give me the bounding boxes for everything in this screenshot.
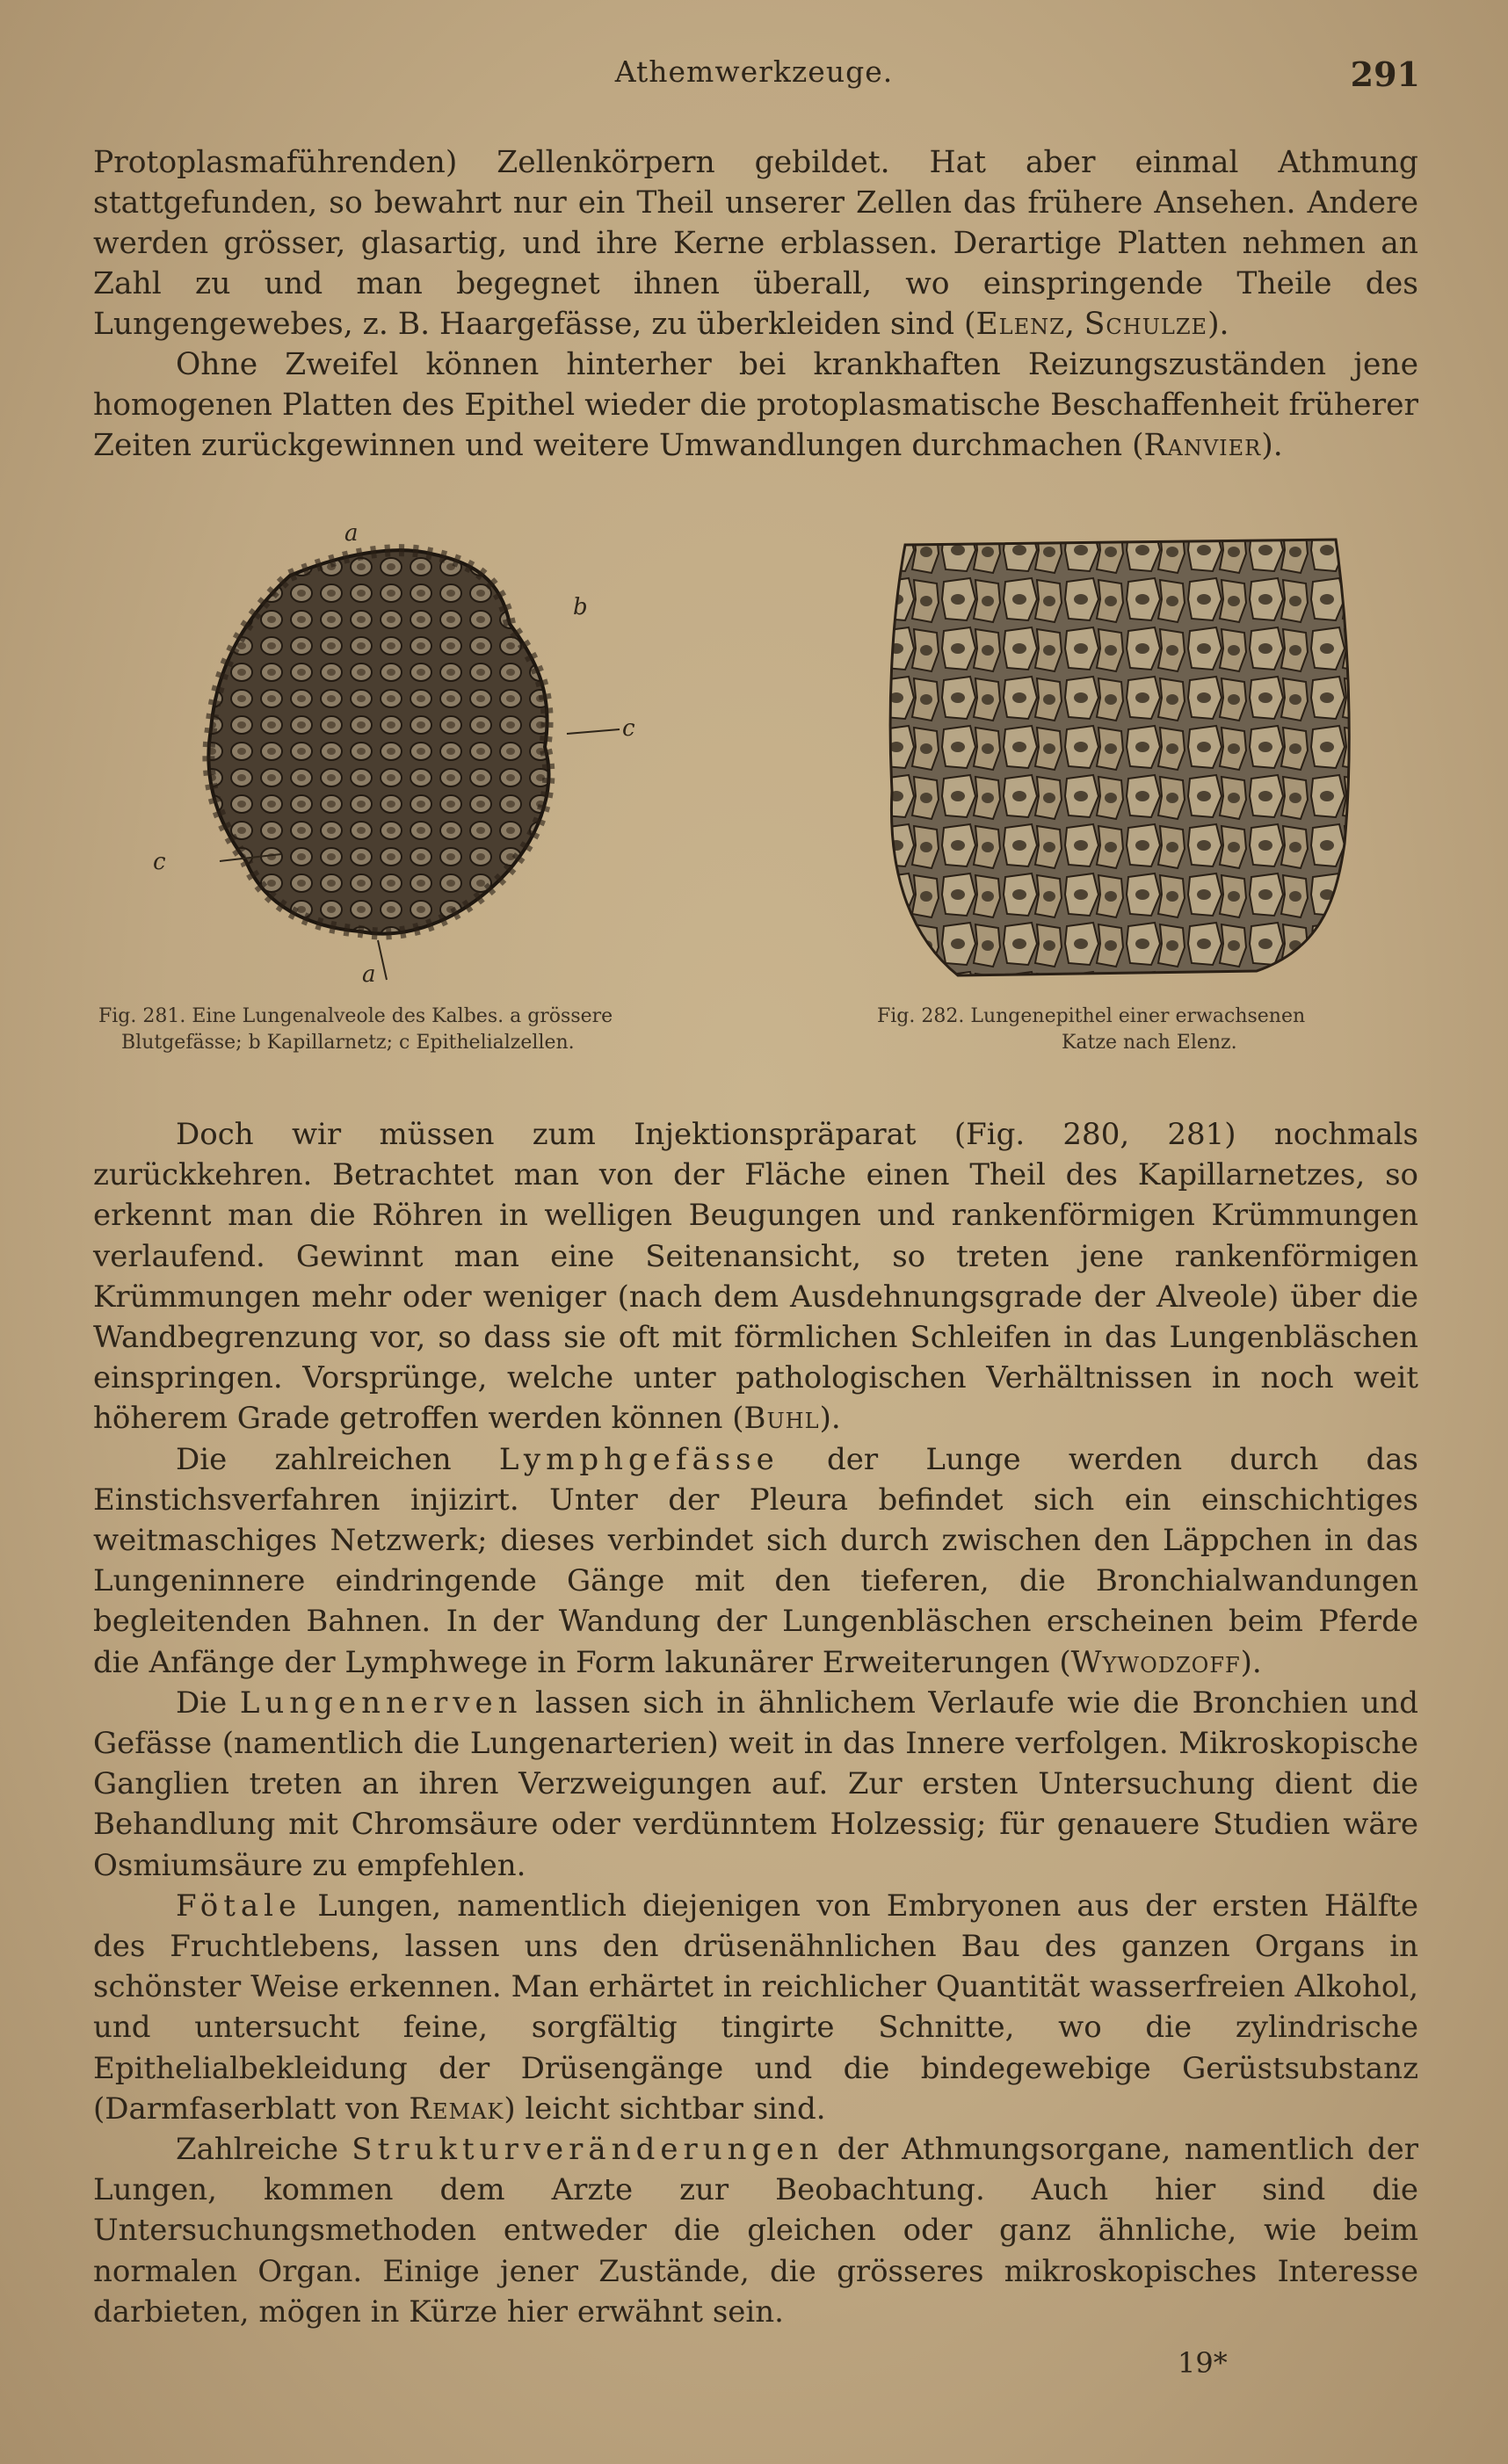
author-name: Ranvier xyxy=(1143,428,1262,463)
paragraph: Die Lungennerven lassen sich in ähnlichem Verlaufe wie die Bronchien und Gefässe (namentlich die Lungenarterien) weit in das Innere verfolgen. Mikroskopische Ganglien treten an ihren Verzweigungen auf. Zur ersten Untersuchung dient die Behandlung mit Chromsäure oder verdünntem Holzessig; für genauere Studien wäre Osmiumsäure zu empfehlen. xyxy=(93,1685,1419,1883)
signature-mark: 19* xyxy=(1178,2346,1228,2380)
paragraph: Die zahlreichen Lymphgefässe der Lunge werden durch das Einstichsverfahren injizirt. Unter der Pleura befindet sich ein einschichtiges weitmaschiges Netzwerk; dieses verbindet sich durch zwischen den Läppchen in das Lungeninnere eindringende Gänge mit den tieferen, die Bronchialwandungen begleitenden Bahnen. In der Wandung der Lungenbläschen erscheinen beim Pferde die Anfänge der Lymphwege in Form lakunärer Erweiterungen (Wywodzoff). xyxy=(93,1441,1418,1680)
text-block-bottom xyxy=(93,1114,1418,2332)
label-a-top: a xyxy=(344,520,359,547)
label-b: b xyxy=(573,594,588,620)
figure-282-caption: Fig. 282. Lungenepithel einer erwachsenen Katze nach Elenz. xyxy=(877,1005,1306,1054)
author-name: Buhl xyxy=(743,1401,820,1437)
text-block-top xyxy=(93,142,1418,466)
epithelium-illustration xyxy=(879,527,1362,984)
figure-281-caption: Fig. 281. Eine Lungenalveole des Kalbes. a grössere Blutgefässe; b Kapillarnetz; c Epithelialzellen. xyxy=(98,1005,613,1054)
spaced-term: Lymphgefässe xyxy=(498,1441,779,1477)
paragraph: Fötale Lungen, namentlich diejenigen von Embryonen aus der ersten Hälfte des Fruchtlebens, lassen uns den drüsenähnlichen Bau des ganzen Organs in schönster Weise erkennen. Man erhärtet in reichlicher Quantität wasserfreien Alkohol, und untersucht feine, sorgfältig tingirte Schnitte, wo die zylindrische Epithelialbekleidung der Drüsengänge und die bindegewebige Gerüstsubstanz (Darmfaserblatt von Remak) leicht sichtbar sind. xyxy=(93,1888,1418,2127)
label-a-bottom: a xyxy=(362,961,376,988)
figure-282 xyxy=(879,527,1362,984)
author-name: Elenz xyxy=(975,307,1065,342)
paragraph: Protoplasmaführenden) Zellenkörpern gebildet. Hat aber einmal Athmung stattgefunden, so bewahrt nur ein Theil unserer Zellen das frühere Ansehen. Andere werden grösser, glasartig, und ihre Kerne erblassen. Derartige Platten nehmen an Zahl zu und man begegnet ihnen überall, wo einspringende Theile des Lungengewebes, z. B. Haargefässe, zu überkleiden sind (Elenz, Schulze). xyxy=(93,145,1418,342)
label-c-right: c xyxy=(622,715,635,742)
paragraph: Ohne Zweifel können hinterher bei krankhaften Reizungszuständen jene homogenen Platten des Epithel wieder die protoplasmatische Beschaffenheit früherer Zeiten zurückgewinnen und weitere Umwandlungen durchmachen (Ranvier). xyxy=(93,347,1418,463)
author-name: Schulze xyxy=(1084,307,1208,342)
paragraph: Zahlreiche Strukturveränderungen der Athmungsorgane, namentlich der Lungen, kommen dem Arzte zur Beobachtung. Auch hier sind die Untersuchungsmethoden entweder die gleichen oder ganz ähnliche, wie beim normalen Organ. Einige jener Zustände, die grösseres mikroskopisches Interesse darbieten, mögen in Kürze hier erwähnt sein. xyxy=(93,2132,1418,2330)
running-title: Athemwerkzeuge. xyxy=(614,54,894,89)
page-number: 291 xyxy=(1350,54,1420,94)
figure-281 xyxy=(153,520,659,988)
spaced-term: Lungennerven xyxy=(239,1685,523,1721)
author-name: Remak xyxy=(409,2091,504,2127)
spaced-term: Fötale xyxy=(176,1888,302,1924)
label-c-left: c xyxy=(153,849,166,875)
paragraph: Doch wir müssen zum Injektionspräparat (Fig. 280, 281) nochmals zurückkehren. Betrachtet man von der Fläche einen Theil des Kapillarnetzes, so erkennt man die Röhren in welligen Beugungen und rankenförmigen Krümmungen verlaufend. Gewinnt man eine Seitenansicht, so treten jene rankenförmigen Krümmungen mehr oder weniger (nach dem Ausdehnungsgrade der Alveole) über die Wandbegrenzung vor, so dass sie oft mit förmlichen Schleifen in das Lungenbläschen einspringen. Vorsprünge, welche unter pathologischen Verhältnissen in noch weit höherem Grade getroffen werden können (Buhl). xyxy=(93,1117,1418,1437)
page-header xyxy=(0,54,1508,98)
spaced-term: Strukturveränderungen xyxy=(352,2132,824,2168)
author-name: Wywodzoff xyxy=(1070,1644,1241,1680)
